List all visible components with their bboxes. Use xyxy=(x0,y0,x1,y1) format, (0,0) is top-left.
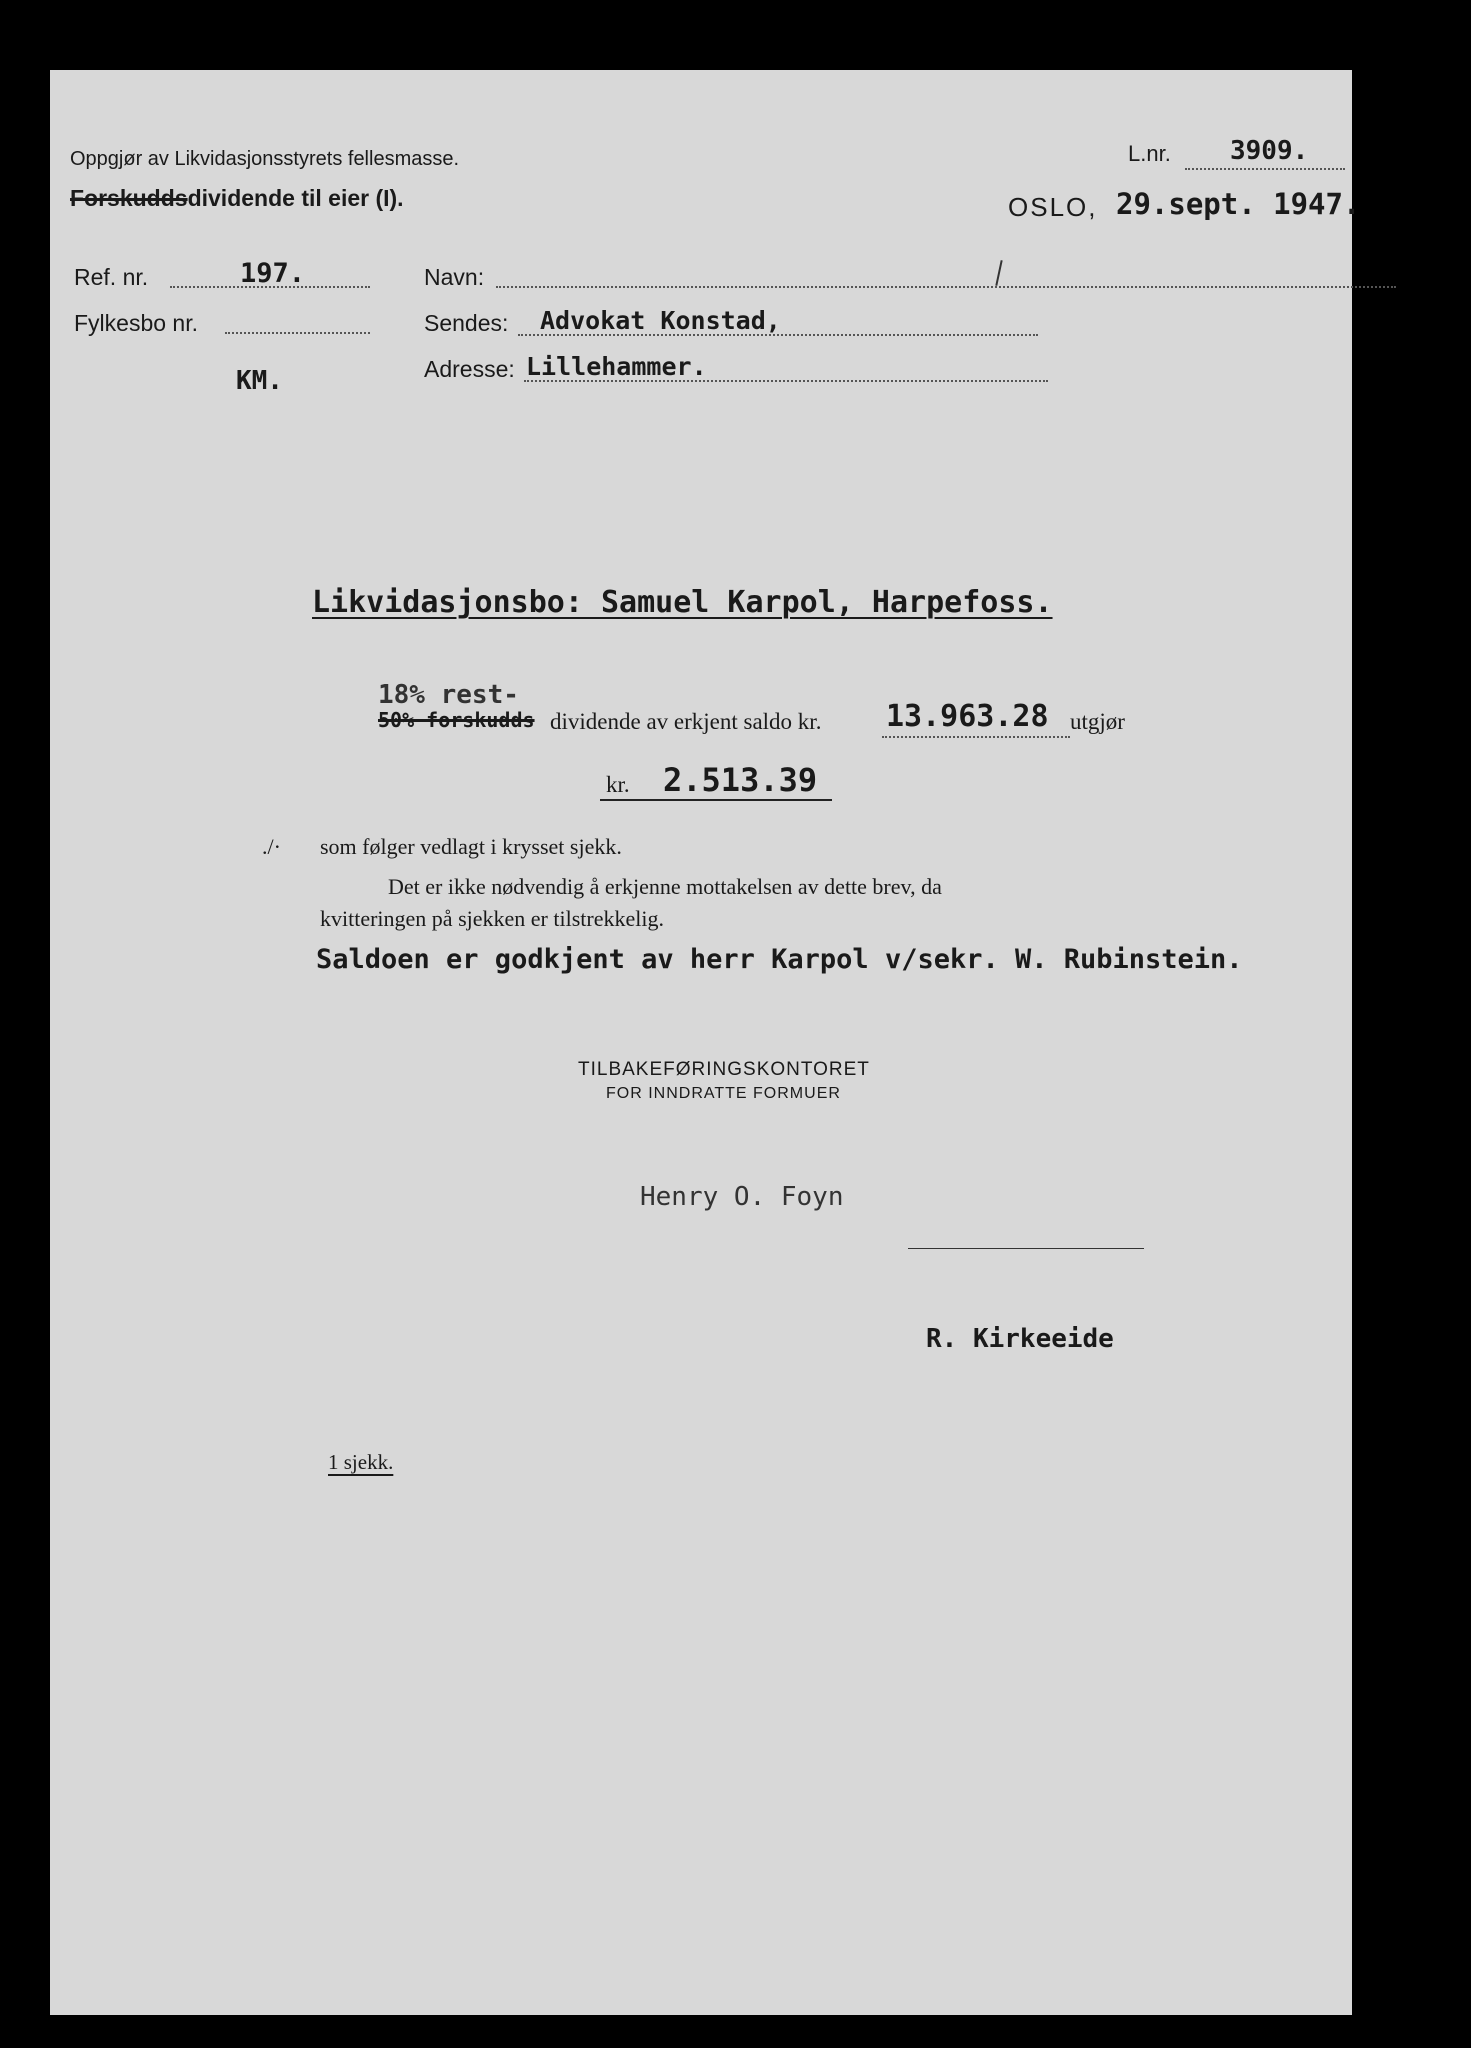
city-label: OSLO, xyxy=(1008,192,1098,222)
adresse-dotted-line xyxy=(524,380,1048,382)
navn-label: Navn: xyxy=(424,264,485,290)
lnr-dotted-line xyxy=(1185,168,1345,170)
percentage-inserted: 18% rest- xyxy=(378,680,519,710)
navn-pen-mark xyxy=(995,260,1002,286)
sendes-value: Advokat Konstad, xyxy=(540,306,781,335)
enclosed-mark: ./· xyxy=(262,834,281,859)
saldo-value: 13.963.28 xyxy=(886,699,1049,734)
adresse-value: Lillehammer. xyxy=(526,352,707,381)
ref-value: 197. xyxy=(240,258,306,289)
fylkesbo-dotted-line xyxy=(225,332,370,334)
adresse-label: Adresse: xyxy=(424,356,515,382)
amount-value: 2.513.39 xyxy=(663,761,818,799)
date-value: 29.sept. 1947. xyxy=(1116,187,1361,221)
dividend-struck-word: Forskudds xyxy=(70,185,188,211)
fylkesbo-label: Fylkesbo nr. xyxy=(74,310,198,336)
dividend-type-line xyxy=(70,187,404,210)
signature-line xyxy=(908,1248,1144,1249)
notice-line-1: Det er ikke nødvendig å erkjenne mottakelsen av dette brev, da xyxy=(388,874,942,899)
estate-title: Likvidasjonsbo: Samuel Karpol, Harpefoss. xyxy=(312,585,1053,620)
ref-label: Ref. nr. xyxy=(74,264,149,290)
navn-dotted-line xyxy=(496,286,1396,288)
dividend-type-rest: dividende til eier (I). xyxy=(187,185,404,211)
signer-2: R. Kirkeeide xyxy=(926,1324,1114,1354)
notice-line-2: kvitteringen på sjekken er tilstrekkelig. xyxy=(320,906,664,931)
enclosed-text: som følger vedlagt i krysset sjekk. xyxy=(320,834,622,859)
sendes-dotted-line xyxy=(518,334,1038,336)
saldo-line xyxy=(882,736,1070,738)
fylkesbo-value: KM. xyxy=(236,366,283,396)
amount-underline xyxy=(600,799,832,801)
utgjor-text: utgjør xyxy=(1070,709,1125,734)
amount-label: kr. xyxy=(606,772,630,797)
enclosure-note: 1 sjekk. xyxy=(328,1450,394,1474)
signer-1: Henry O. Foyn xyxy=(640,1182,844,1212)
percentage-struck: 50% forskudds xyxy=(378,708,535,732)
lnr-value: 3909. xyxy=(1230,136,1309,166)
document-page xyxy=(50,70,1361,2015)
dividend-text: dividende av erkjent saldo kr. xyxy=(550,709,822,734)
org-line: Oppgjør av Likvidasjonsstyrets fellesmasse. xyxy=(70,148,460,170)
office-line-1: TILBAKEFØRINGSKONTORET xyxy=(578,1059,870,1080)
approval-note: Saldoen er godkjent av herr Karpol v/sekr. W. Rubinstein. xyxy=(316,944,1243,975)
lnr-label: L.nr. xyxy=(1128,141,1171,166)
office-line-2: FOR INNDRATTE FORMUER xyxy=(606,1085,841,1102)
sendes-label: Sendes: xyxy=(424,310,509,336)
